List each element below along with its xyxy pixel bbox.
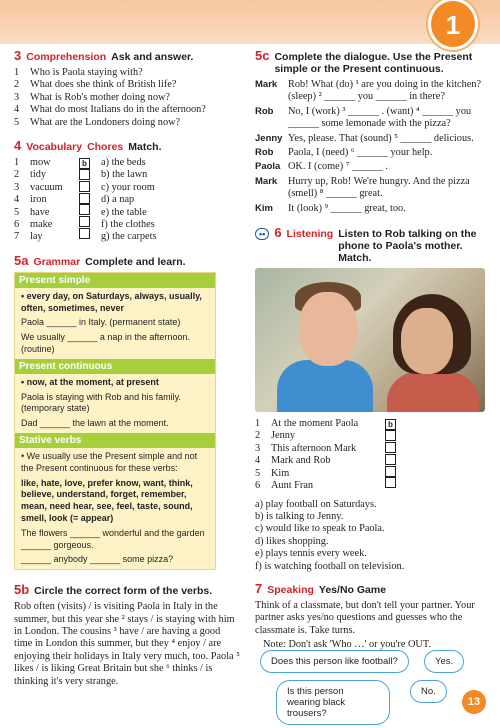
list-item: 1 Who is Paola staying with? bbox=[14, 67, 143, 78]
ex6-match bbox=[255, 418, 485, 492]
answer-box[interactable]: b bbox=[79, 158, 90, 169]
ex3-list bbox=[14, 67, 240, 129]
answer-box[interactable] bbox=[79, 216, 90, 227]
phone-photo bbox=[255, 268, 485, 412]
dialogue-line: Rob No, I (work) ³ ______ . (want) ⁴ ______ you ______ some lemonade with the pizza? bbox=[255, 105, 472, 130]
grammar-box: Present simple • every day, on Saturdays, always, usually, often, sometimes, never Paola ______ in Italy. (permanent state) We usually ______ a nap in the afternoon. (routine) Present continuous • now, at the moment, at present Paola is staying with Rob and his family. (temporary state) Dad ______ the lawn at the moment. Stative verbs • We usually use the Present simple and not the Present continuous for these verbs: like, hate, love, prefer know, want, think, believe, understand, forget, remember, mean, need hear, see, feel, taste, sound, smell, look (= appear) The flowers ______ wonderful and the garden ______ gorgeous. ______ anybody ______ some pizza? bbox=[14, 272, 216, 570]
ex7-note: Note: Don't ask 'Who …' or you're OUT. bbox=[263, 639, 431, 651]
answer-box[interactable] bbox=[385, 454, 396, 465]
ex6-options: a) play football on Saturdays. b) is talking to Jenny. c) would like to speak to Paola. d) likes shopping. e) plays tennis every week. f) is watching football on television. bbox=[255, 498, 405, 572]
list-item: 2 What does she think of British life? bbox=[14, 79, 177, 91]
ex6-heading: •• 6 Listening Listen to Rob talking on the phone to Paola's mother. Match. bbox=[255, 225, 485, 264]
speech-bubble-answer: No. bbox=[410, 680, 447, 703]
list-item: 4 What do most Italians do in the afternoon? bbox=[14, 104, 206, 116]
grammar-heading: Stative verbs bbox=[15, 433, 215, 448]
answer-box[interactable] bbox=[79, 181, 90, 192]
answer-box[interactable] bbox=[79, 228, 90, 239]
speech-bubble-answer: Yes. bbox=[424, 650, 464, 673]
ex5b-text: Rob often (visits) / is visiting Paola in Italy in the summer, but this year she ² stays / is staying with him in London. The cousins ³ have / are having a good time in London this summer, but they ⁴ enjoy / are enjoying their holidays in Italy very much, too. Paola ⁵ likes / is liking Great Britain but she ⁶ thinks / is thinking it's very strange. bbox=[14, 601, 240, 687]
dialogue-line: Mark Hurry up, Rob! We're hungry. And the pizza (smell) ⁸ ______ great. bbox=[255, 175, 470, 200]
speech-bubble-question: Is this person wearing black trousers? bbox=[276, 680, 390, 725]
left-column bbox=[14, 48, 240, 688]
dialogue bbox=[255, 79, 485, 215]
match-left: 1 At the moment Paola 2 Jenny 3 This afternoon Mark 4 Mark and Rob 5 Kim 6 Aunt Fran bbox=[255, 418, 359, 492]
match-left: 1 mow 2 tidy 3 vacuum 4 iron 5 have 6 make 7 lay bbox=[14, 157, 63, 243]
ex7-heading: 7 Speaking Yes/No Game bbox=[255, 580, 387, 596]
ex4-match bbox=[14, 157, 240, 244]
answer-box[interactable] bbox=[385, 477, 396, 488]
ex5a-heading: 5a Grammar Complete and learn. bbox=[14, 252, 186, 268]
ex5b-heading: 5b Circle the correct form of the verbs. bbox=[14, 582, 213, 598]
ex7-text: Think of a classmate, but don't tell your partner. Your partner asks yes/no questions and guesses who the classmate is. Take turns. bbox=[255, 599, 475, 636]
bullet: • every day, on Saturdays, always, usually, often, sometimes, never bbox=[21, 290, 202, 313]
unit-number: 1 bbox=[445, 10, 461, 40]
answer-box[interactable] bbox=[79, 204, 90, 215]
dialogue-line: Rob Paola, I (need) ⁶ ______ your help. bbox=[255, 147, 433, 159]
list-item: 3 What is Rob's mother doing now? bbox=[14, 91, 170, 103]
grammar-heading: Present continuous bbox=[15, 359, 215, 374]
dialogue-line: Kim It (look) ⁹ ______ great, too. bbox=[255, 202, 406, 214]
ex5c-heading: 5c Complete the dialogue. Use the Present simple or the Present continuous. bbox=[255, 48, 473, 75]
match-right: a) the beds b) the lawn c) your room d) a nap e) the table f) the clothes g) the carpets bbox=[101, 157, 157, 243]
ex4-heading: 4 Vocabulary Chores Match. bbox=[14, 138, 162, 154]
speech-bubble-question: Does this person like football? bbox=[260, 650, 409, 673]
list-item: 5 What are the Londoners doing now? bbox=[14, 116, 181, 128]
grammar-heading: Present simple bbox=[15, 273, 215, 288]
answer-box[interactable] bbox=[385, 466, 396, 477]
unit-badge bbox=[428, 0, 478, 50]
dialogue-line: Mark Rob! What (do) ¹ are you doing in the kitchen? (sleep) ² ______ you ______ in there? bbox=[255, 79, 482, 103]
answer-box[interactable] bbox=[385, 442, 396, 453]
answer-box[interactable]: b bbox=[385, 419, 396, 430]
audio-icon[interactable]: •• bbox=[255, 228, 269, 240]
ex-instruction: Ask and answer. bbox=[111, 51, 194, 63]
answer-box[interactable] bbox=[385, 430, 396, 441]
answer-box[interactable] bbox=[79, 193, 90, 204]
right-column bbox=[255, 48, 485, 652]
page-number: 13 bbox=[462, 690, 486, 714]
top-banner bbox=[0, 0, 500, 44]
answer-box[interactable] bbox=[79, 169, 90, 180]
answer-boxes bbox=[79, 157, 93, 244]
dialogue-line: Paola OK. I (come) ⁷ ______ . bbox=[255, 161, 388, 173]
ex-title: Comprehension bbox=[26, 51, 107, 63]
answer-boxes bbox=[385, 418, 399, 492]
ex-number: 3 bbox=[14, 48, 22, 63]
dialogue-line: Jenny Yes, please. That (sound) ⁵ ______ delicious. bbox=[255, 132, 474, 144]
ex3-heading bbox=[14, 48, 240, 63]
